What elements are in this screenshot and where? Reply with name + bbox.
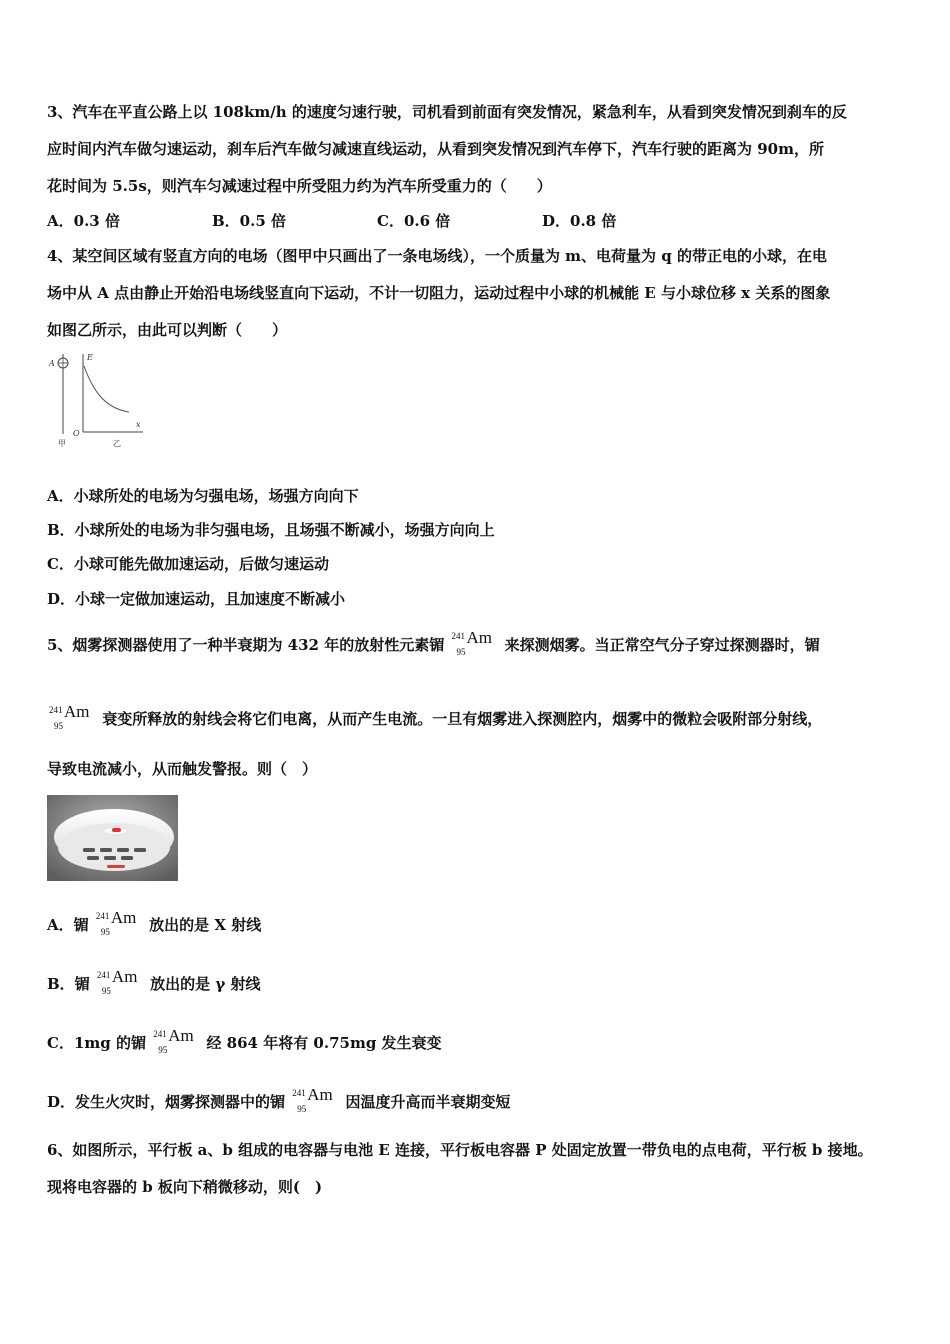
e-x-curve: [84, 366, 129, 412]
q3-option-b: B．0.5 倍: [212, 212, 286, 230]
isotope-am241: 241 95 Am: [49, 702, 90, 731]
q5-line-2: 241 95 Am 衰变所释放的射线会将它们电离，从而产生电流。一旦有烟雾进入探测腔内，烟雾中的微粒会吸附部分射线，: [49, 702, 823, 731]
q5-option-a: A．镅 241 95 Am 放出的是 X 射线: [47, 908, 262, 937]
isotope-am241: 241 95 Am: [96, 967, 138, 996]
q4-line-3: 如图乙所示，由此可以判断（ ）: [47, 321, 288, 339]
q3-line-2: 应时间内汽车做匀速运动，刹车后汽车做匀减速直线运动，从看到突发情况到汽车停下，汽车行驶的距离为 90m，所: [47, 140, 824, 158]
q3-line-1: 3、汽车在平直公路上以 108km/h 的速度匀速行驶，司机看到前面有突发情况，紧急利车，从看到突发情况到刹车的反: [47, 103, 847, 121]
label-yi: 乙: [113, 439, 121, 448]
q3-option-c: C．0.6 倍: [377, 212, 451, 230]
q3-option-d: D．0.8 倍: [542, 212, 617, 230]
label-e: E: [87, 353, 93, 362]
isotope-am241: 241 95 Am: [292, 1085, 333, 1114]
isotope-am241: 241 95 Am: [95, 908, 137, 937]
isotope-am241: 241 95 Am: [451, 628, 492, 657]
label-a: A: [49, 359, 55, 368]
isotope-am241: 241 95 Am: [153, 1026, 194, 1055]
q3-option-a: A．0.3 倍: [47, 212, 120, 230]
q5-option-c: C．1mg 的镅 241 95 Am 经 864 年将有 0.75mg 发生衰变: [47, 1026, 442, 1055]
label-x: x: [136, 420, 141, 429]
q4-option-a: A．小球所处的电场为匀强电场，场强方向向下: [47, 487, 359, 505]
q6-line-1: 6、如图所示，平行板 a、b 组成的电容器与电池 E 连接，平行板电容器 P 处固定放置一带负电的点电荷，平行板 b 接地。: [47, 1141, 873, 1159]
label-o: O: [73, 429, 80, 438]
smoke-detector-image: [47, 795, 178, 881]
q4-line-2: 场中从 A 点由静止开始沿电场线竖直向下运动，不计一切阻力，运动过程中小球的机械能 E 与小球位移 x 关系的图象: [47, 284, 831, 302]
q5-option-b: B．镅 241 95 Am 放出的是 γ 射线: [47, 967, 261, 996]
q4-option-d: D．小球一定做加速运动，且加速度不断减小: [47, 590, 346, 608]
q4-line-1: 4、某空间区域有竖直方向的电场（图甲中只画出了一条电场线），一个质量为 m、电荷量为 q 的带正电的小球，在电: [47, 247, 827, 265]
q4-option-b: B．小球所处的电场为非匀强电场，且场强不断减小，场强方向向上: [47, 521, 495, 539]
q5-line-3: 导致电流减小，从而触发警报。则（ ）: [47, 760, 318, 778]
q6-line-2: 现将电容器的 b 板向下稍微移动，则( ): [47, 1178, 323, 1196]
label-jia: 甲: [58, 439, 66, 448]
q5-option-d: D．发生火灾时，烟雾探测器中的镅 241 95 Am 因温度升高而半衰期变短: [47, 1085, 511, 1114]
q5-line-1: 5、烟雾探测器使用了一种半衰期为 432 年的放射性元素镅 241 95 Am 来探测烟雾。当正常空气分子穿过探测器时，镅: [47, 628, 820, 657]
q4-figure: [47, 350, 152, 450]
q4-option-c: C．小球可能先做加速运动，后做匀速运动: [47, 555, 329, 573]
q3-line-3: 花时间为 5.5s，则汽车匀减速过程中所受阻力约为汽车所受重力的（ ）: [47, 177, 552, 195]
